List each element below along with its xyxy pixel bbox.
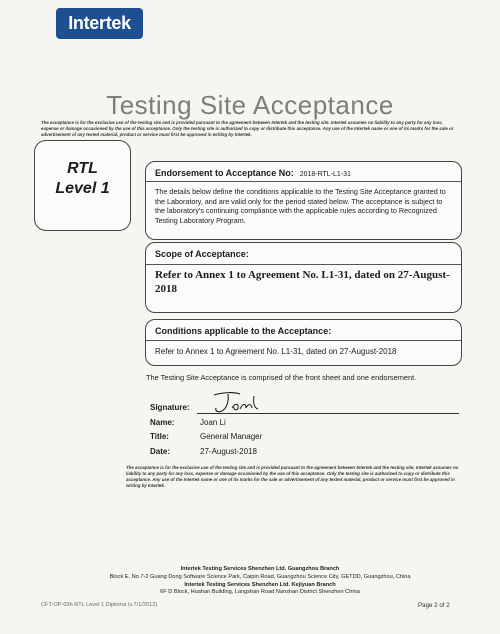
endorsement-divider bbox=[146, 181, 461, 182]
date-value: 27-August-2018 bbox=[200, 447, 257, 456]
footer-line2: Block E, No.7-2 Guang Dong Software Science Park, Caipin Road, Guangzhou Science City, GETDD, Guangzhou, China bbox=[109, 573, 411, 580]
name-value: Joan Li bbox=[200, 418, 226, 427]
conditions-divider bbox=[146, 340, 461, 341]
conditions-heading: Conditions applicable to the Acceptance: bbox=[155, 326, 332, 336]
intertek-logo bbox=[56, 8, 143, 39]
rtl-line1: RTL bbox=[67, 160, 98, 177]
footer-line3: Intertek Testing Services Shenzhen Ltd. Kejiyuan Branch bbox=[184, 581, 336, 588]
endorsement-label: Endorsement to Acceptance No: bbox=[155, 168, 294, 178]
scope-divider bbox=[146, 264, 461, 265]
scope-body: Refer to Annex 1 to Agreement No. L1-31, dated on 27-August-2018 bbox=[155, 269, 450, 295]
logo-text: Intertek bbox=[68, 13, 131, 33]
form-code: CFT-OP-03h RTL Level 1 Diploma (v.7/1/2012) bbox=[41, 602, 158, 608]
disclaimer-top: The acceptance is for the exclusive use of the testing site and is provided pursuant to the agreement between Intertek and the testing site. Intertek assumes no liability to any party for any loss, expense or damage occasioned by the use of this acceptance. Only the testing site is authorized to copy or distribute this acceptance. Any use of the Intertek name or one of its marks for the sale or advertisement of any tested material, product or service must first be approved in writing by Intertek. bbox=[41, 120, 454, 137]
page-number: Page 2 of 2 bbox=[418, 602, 450, 609]
endorsement-body: The details below define the conditions applicable to the Testing Site Acceptance granted to the Laboratory, and are valid only for the period stated below. The acceptance is subject to the laboratory's continuing compliance with the applicable rules according to Recognized Testing Laboratory Program. bbox=[155, 187, 446, 225]
scope-heading: Scope of Acceptance: bbox=[155, 249, 249, 259]
name-label: Name: bbox=[150, 418, 175, 427]
conditions-box bbox=[145, 319, 462, 366]
footer-line1: Intertek Testing Services Shenzhen Ltd. Guangzhou Branch bbox=[180, 566, 340, 572]
scope-box bbox=[145, 242, 462, 313]
endorsement-box bbox=[145, 161, 462, 240]
rtl-level-box bbox=[34, 140, 131, 231]
page-title: Testing Site Acceptance bbox=[106, 90, 394, 120]
date-label: Date: bbox=[150, 447, 171, 456]
title-value: General Manager bbox=[200, 432, 263, 441]
footer-line4: 6F D Block, Huahan Building, Langshan Road Nanshan District Shenzhen China bbox=[160, 589, 360, 596]
rtl-level-text bbox=[35, 159, 130, 199]
conditions-body: Refer to Annex 1 to Agreement No. L1-31, dated on 27-August-2018 bbox=[155, 347, 397, 356]
signature-label: Signature: bbox=[150, 403, 190, 412]
footer-address bbox=[70, 566, 450, 597]
disclaimer-bottom: The acceptance is for the exclusive use of the testing site and is provided pursuant to the agreement between Intertek and the testing site. Intertek assumes no liability to any party for any loss, expense or damage occasioned by the use of this acceptance. Only the testing site is authorized to copy or distribute this acceptance. Any use of the Intertek name or one of its marks for the sale or advertisement of any tested material, product or service must first be approved in writing by Intertek. bbox=[126, 465, 459, 488]
comprise-note: The Testing Site Acceptance is comprised of the front sheet and one endorsement. bbox=[146, 373, 417, 382]
handwritten-signature bbox=[210, 390, 268, 416]
endorsement-heading bbox=[155, 168, 351, 178]
rtl-line2: Level 1 bbox=[55, 180, 110, 197]
title-label: Title: bbox=[150, 432, 169, 441]
endorsement-number: 2018-RTL-L1-31 bbox=[299, 171, 351, 178]
